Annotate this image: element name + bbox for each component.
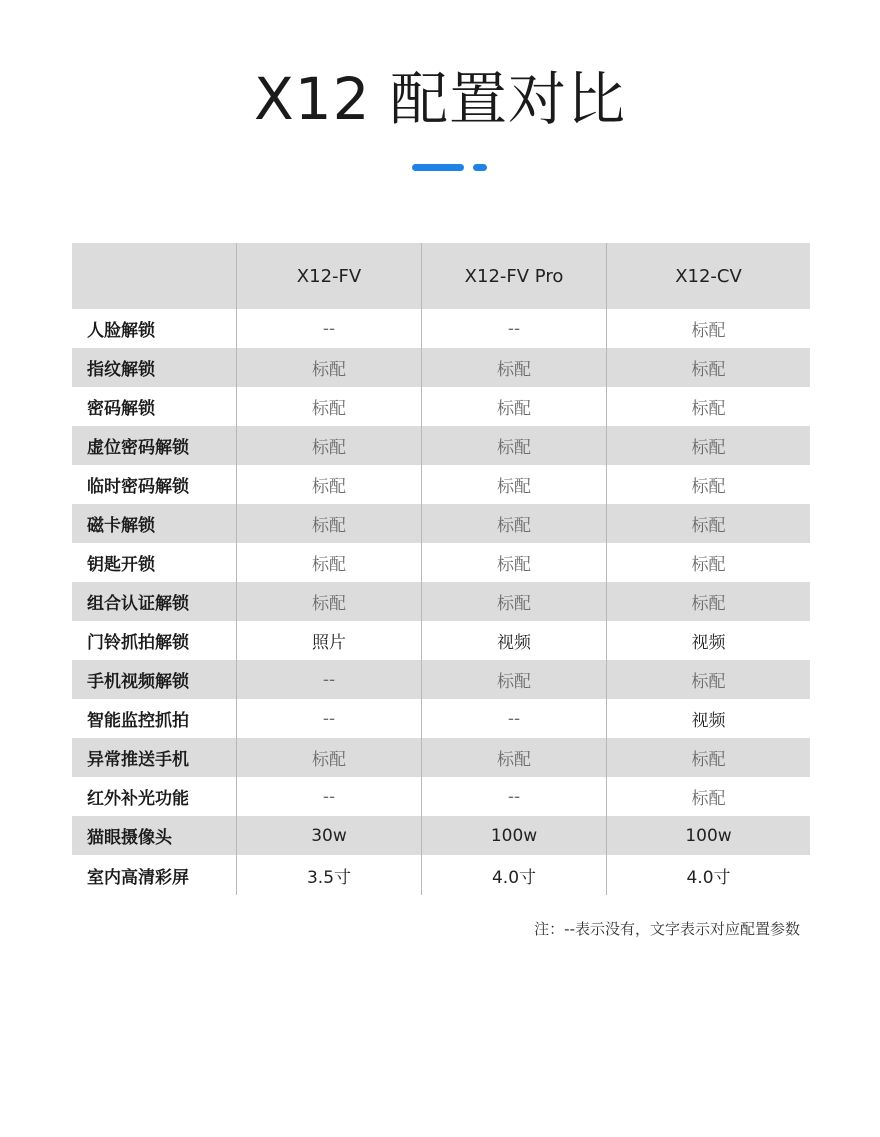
value-cell: 3.5寸 <box>236 855 421 895</box>
value-cell: 标配 <box>606 348 810 387</box>
value-cell: 标配 <box>236 387 421 426</box>
table-header-row <box>72 243 810 309</box>
value-cell: -- <box>421 309 606 348</box>
value-cell: 标配 <box>236 465 421 504</box>
table-row <box>72 777 810 816</box>
table-row <box>72 816 810 855</box>
table-row <box>72 426 810 465</box>
value-cell: 视频 <box>421 621 606 660</box>
value-cell: 标配 <box>606 465 810 504</box>
table-row <box>72 543 810 582</box>
footnote: 注：--表示没有，文字表示对应配置参数 <box>534 920 800 938</box>
value-cell: 标配 <box>236 738 421 777</box>
comparison-table <box>72 243 810 895</box>
value-cell: -- <box>236 660 421 699</box>
feature-label: 智能监控抓拍 <box>87 711 189 731</box>
value-cell: 视频 <box>606 699 810 738</box>
feature-label: 密码解锁 <box>87 399 155 419</box>
value-cell: 标配 <box>236 504 421 543</box>
feature-label: 异常推送手机 <box>87 750 189 770</box>
table-row <box>72 699 810 738</box>
table-row <box>72 387 810 426</box>
value-cell: -- <box>236 309 421 348</box>
value-cell: -- <box>236 777 421 816</box>
header-feature-cell <box>72 243 236 309</box>
feature-label: 钥匙开锁 <box>87 555 155 575</box>
value-cell: 标配 <box>606 426 810 465</box>
table-row <box>72 621 810 660</box>
value-cell: 视频 <box>606 621 810 660</box>
column-header-x12-fv: X12-FV <box>236 243 421 309</box>
value-cell: 标配 <box>606 582 810 621</box>
value-cell: 标配 <box>421 543 606 582</box>
value-cell: -- <box>236 699 421 738</box>
table-row <box>72 504 810 543</box>
column-header-x12-fv-pro: X12-FV Pro <box>421 243 606 309</box>
value-cell: 标配 <box>606 543 810 582</box>
table-row <box>72 582 810 621</box>
value-cell: 100w <box>606 816 810 855</box>
page-title: X12 配置对比 <box>254 65 626 133</box>
value-cell: 标配 <box>606 387 810 426</box>
feature-label: 人脸解锁 <box>87 321 155 341</box>
value-cell: 标配 <box>236 582 421 621</box>
value-cell: 标配 <box>606 777 810 816</box>
value-cell: 标配 <box>236 543 421 582</box>
title-accent-bar-short <box>473 164 487 171</box>
feature-label: 门铃抓拍解锁 <box>87 633 189 653</box>
value-cell: 标配 <box>421 504 606 543</box>
feature-label: 磁卡解锁 <box>87 516 155 536</box>
value-cell: 标配 <box>606 738 810 777</box>
value-cell: -- <box>421 699 606 738</box>
value-cell: 4.0寸 <box>606 855 810 895</box>
value-cell: 标配 <box>421 660 606 699</box>
value-cell: 标配 <box>421 582 606 621</box>
column-header-x12-cv: X12-CV <box>606 243 810 309</box>
feature-label: 手机视频解锁 <box>87 672 189 692</box>
feature-label: 红外补光功能 <box>87 789 189 809</box>
value-cell: 100w <box>421 816 606 855</box>
feature-label: 虚位密码解锁 <box>87 438 189 458</box>
value-cell: 标配 <box>421 426 606 465</box>
table-row <box>72 309 810 348</box>
value-cell: 标配 <box>236 426 421 465</box>
value-cell: 标配 <box>606 504 810 543</box>
value-cell: 标配 <box>421 348 606 387</box>
table-row <box>72 348 810 387</box>
value-cell: 标配 <box>421 387 606 426</box>
value-cell: 标配 <box>606 309 810 348</box>
table-row <box>72 855 810 895</box>
value-cell: -- <box>421 777 606 816</box>
table-row <box>72 738 810 777</box>
value-cell: 照片 <box>236 621 421 660</box>
feature-label: 组合认证解锁 <box>87 594 189 614</box>
feature-label: 猫眼摄像头 <box>87 828 172 848</box>
value-cell: 标配 <box>236 348 421 387</box>
table-row <box>72 465 810 504</box>
feature-label: 指纹解锁 <box>87 360 155 380</box>
value-cell: 标配 <box>606 660 810 699</box>
value-cell: 标配 <box>421 465 606 504</box>
value-cell: 4.0寸 <box>421 855 606 895</box>
value-cell: 30w <box>236 816 421 855</box>
feature-label: 临时密码解锁 <box>87 477 189 497</box>
feature-label: 室内高清彩屏 <box>87 867 189 888</box>
value-cell: 标配 <box>421 738 606 777</box>
table-row <box>72 660 810 699</box>
title-accent-bar-long <box>412 164 464 171</box>
